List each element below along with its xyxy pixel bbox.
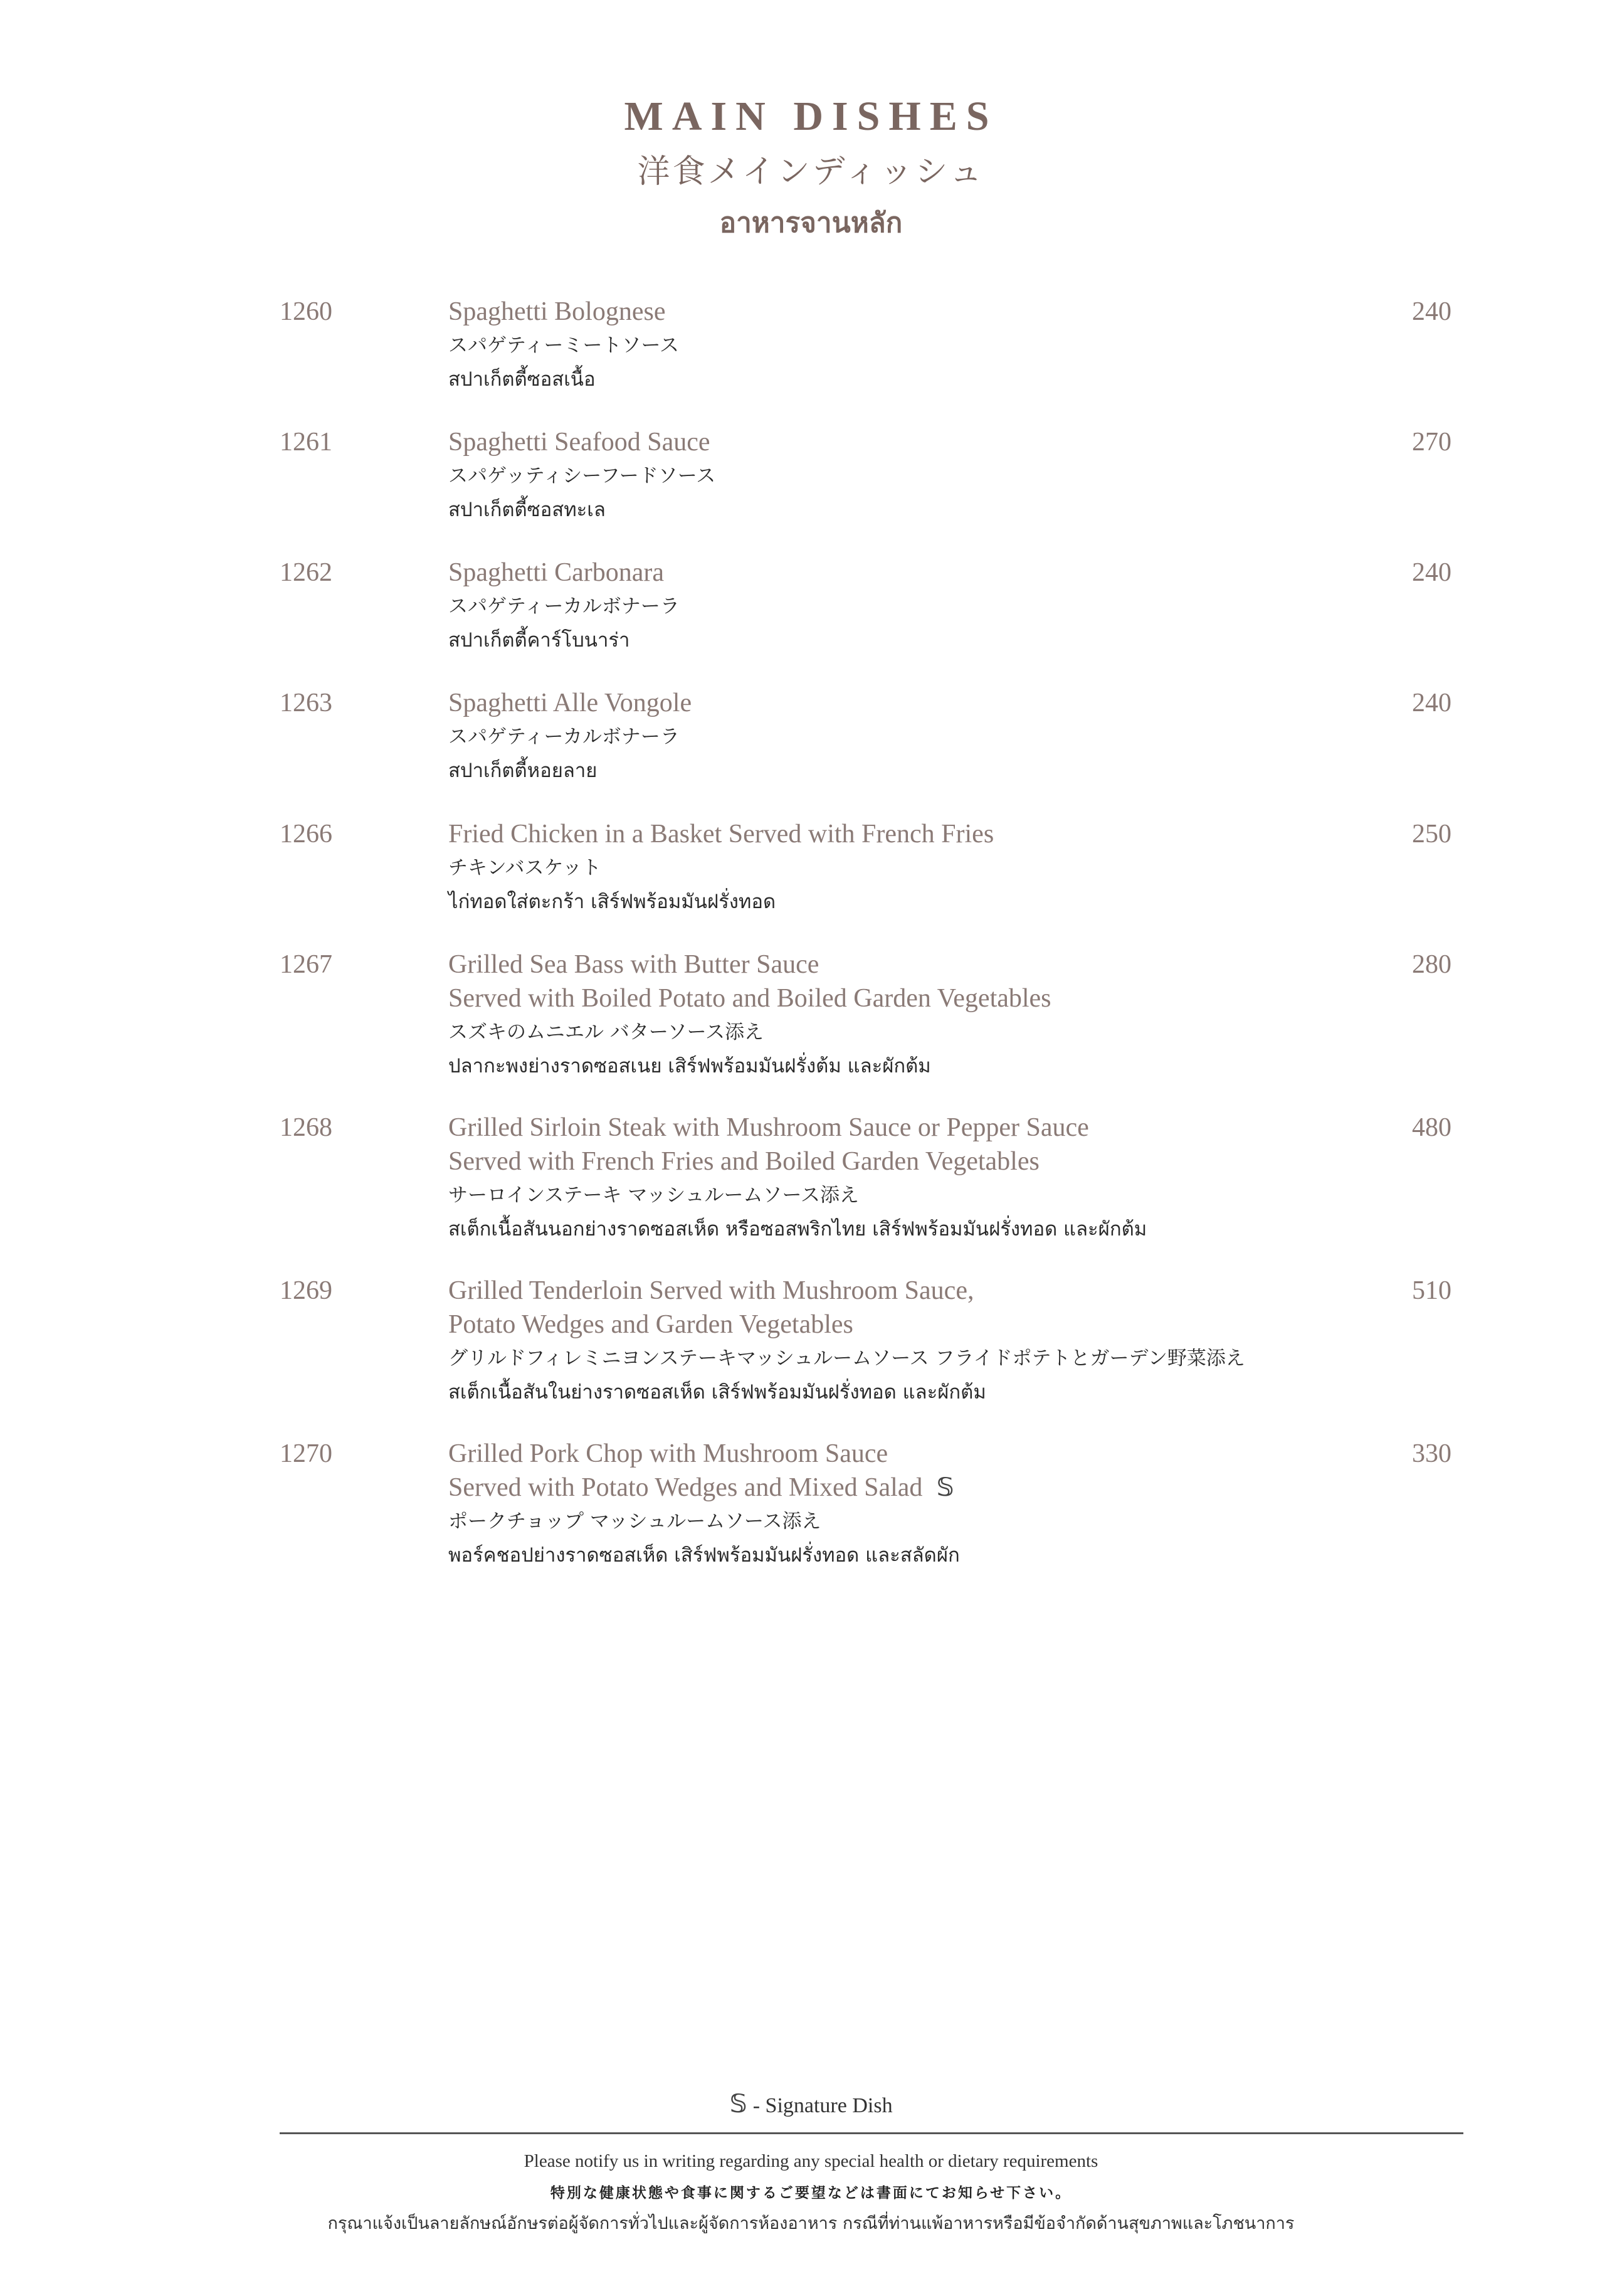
item-name-japanese: スパゲティーミートソース bbox=[448, 334, 679, 357]
item-name-thai: ปลากะพงย่างราดซอสเนย เสิร์ฟพร้อมมันฝรั่งต้ม และผักต้ม bbox=[448, 1055, 931, 1077]
page-title-thai: อาหารจานหลัก bbox=[719, 206, 903, 239]
item-name-text: Spaghetti Carbonara bbox=[448, 558, 665, 587]
item-name-text: Potato Wedges and Garden Vegetables bbox=[448, 1310, 853, 1339]
item-code: 1261 bbox=[280, 428, 332, 457]
item-description bbox=[448, 556, 1389, 657]
item-name-thai: สปาเก็ตตี้ซอสเนื้อ bbox=[448, 368, 596, 391]
page-title-japanese: 洋食メインディッシュ bbox=[637, 152, 985, 191]
item-name-english bbox=[448, 1145, 1389, 1178]
item-name-text: Served with Boiled Potato and Boiled Garden Vegetables bbox=[448, 984, 1051, 1013]
item-name-english bbox=[448, 1274, 1389, 1308]
item-name-japanese: グリルドフィレミニヨンステーキマッシュルームソース フライドポテトとガーデン野菜添え bbox=[448, 1347, 1245, 1370]
item-name-thai: สเต็กเนื้อสันนอกย่างราดซอสเห็ด หรือซอสพริกไทย เสิร์ฟพร้อมมันฝรั่งทอด และผักต้ม bbox=[448, 1218, 1147, 1241]
item-name-english bbox=[448, 1471, 1389, 1505]
item-name-text: Grilled Sea Bass with Butter Sauce bbox=[448, 950, 819, 979]
item-name-thai: สเต็กเนื้อสันในย่างราดซอสเห็ด เสิร์ฟพร้อมมันฝรั่งทอด และผักต้ม bbox=[448, 1381, 986, 1404]
item-description bbox=[448, 425, 1389, 527]
item-description bbox=[448, 686, 1389, 788]
dietary-note-thai: กรุณาแจ้งเป็นลายลักษณ์อักษรต่อผู้จัดการทั่วไปและผู้จัดการห้องอาหาร กรณีที่ท่านแพ้อาหารหรือมีข้อจำกัดด้านสุขภาพและโภชนาการ bbox=[327, 2214, 1295, 2233]
item-name-text: Spaghetti Alle Vongole bbox=[448, 689, 692, 717]
item-code: 1269 bbox=[280, 1276, 332, 1305]
signature-icon: 𝕊 bbox=[936, 1473, 955, 1502]
item-price: 270 bbox=[1412, 428, 1451, 457]
item-code: 1260 bbox=[280, 297, 332, 326]
item-name-thai: ไก่ทอดใส่ตะกร้า เสิร์ฟพร้อมมันฝรั่งทอด bbox=[448, 891, 776, 913]
footer-divider bbox=[280, 2132, 1463, 2134]
item-description bbox=[448, 295, 1389, 396]
item-description bbox=[448, 817, 1389, 919]
item-description bbox=[448, 948, 1389, 1083]
item-name-english bbox=[448, 425, 1389, 459]
item-name-text: Spaghetti Bolognese bbox=[448, 297, 666, 326]
item-code: 1266 bbox=[280, 820, 332, 849]
item-price: 480 bbox=[1412, 1113, 1451, 1142]
item-description bbox=[448, 1437, 1389, 1572]
page-title: MAIN DISHES bbox=[624, 93, 998, 139]
item-price: 510 bbox=[1412, 1276, 1451, 1305]
menu-header bbox=[0, 94, 1622, 245]
item-name-text: Grilled Pork Chop with Mushroom Sauce bbox=[448, 1439, 888, 1468]
item-name-japanese: サーロインステーキ マッシュルームソース添え bbox=[448, 1184, 859, 1207]
item-name-english bbox=[448, 295, 1389, 329]
item-name-text: Fried Chicken in a Basket Served with French Fries bbox=[448, 820, 994, 849]
item-description bbox=[448, 1111, 1389, 1246]
item-code: 1263 bbox=[280, 689, 332, 717]
item-name-text: Grilled Sirloin Steak with Mushroom Sauce or Pepper Sauce bbox=[448, 1113, 1089, 1142]
item-name-thai: สปาเก็ตตี้คาร์โบนาร่า bbox=[448, 629, 630, 652]
item-description bbox=[448, 1274, 1389, 1409]
item-name-english bbox=[448, 1111, 1389, 1145]
item-name-japanese: スパゲッティシーフードソース bbox=[448, 465, 716, 487]
dietary-note-english: Please notify us in writing regarding any special health or dietary requirements bbox=[524, 2151, 1098, 2171]
item-name-thai: สปาเก็ตตี้หอยลาย bbox=[448, 759, 598, 782]
item-name-japanese: スパゲティーカルボナーラ bbox=[448, 595, 680, 618]
item-name-english bbox=[448, 948, 1389, 981]
signature-legend-text: - Signature Dish bbox=[752, 2094, 893, 2117]
dietary-note-japanese: 特別な健康状態や食事に関するご要望などは書面にてお知らせ下さい。 bbox=[550, 2185, 1072, 2201]
item-price: 250 bbox=[1412, 820, 1451, 849]
item-name-english bbox=[448, 981, 1389, 1015]
item-code: 1262 bbox=[280, 558, 332, 587]
item-name-text: Grilled Tenderloin Served with Mushroom Sauce, bbox=[448, 1276, 974, 1305]
item-code: 1268 bbox=[280, 1113, 332, 1142]
item-name-thai: สปาเก็ตตี้ซอสทะเล bbox=[448, 499, 606, 521]
item-price: 280 bbox=[1412, 950, 1451, 979]
item-price: 330 bbox=[1412, 1439, 1451, 1468]
signature-legend bbox=[0, 2090, 1622, 2119]
item-name-english bbox=[448, 1437, 1389, 1471]
item-name-english bbox=[448, 556, 1389, 590]
item-name-thai: พอร์คชอปย่างราดซอสเห็ด เสิร์ฟพร้อมมันฝรั่งทอด และสลัดผัก bbox=[448, 1544, 960, 1567]
item-name-japanese: ポークチョップ マッシュルームソース添え bbox=[448, 1510, 821, 1533]
item-name-japanese: チキンバスケット bbox=[448, 857, 601, 879]
item-name-english bbox=[448, 686, 1389, 720]
item-name-japanese: スパゲティーカルボナーラ bbox=[448, 726, 680, 748]
item-code: 1270 bbox=[280, 1439, 332, 1468]
item-price: 240 bbox=[1412, 297, 1451, 326]
item-name-english bbox=[448, 817, 1389, 851]
item-name-text: Spaghetti Seafood Sauce bbox=[448, 428, 710, 457]
item-code: 1267 bbox=[280, 950, 332, 979]
item-price: 240 bbox=[1412, 558, 1451, 587]
item-price: 240 bbox=[1412, 689, 1451, 717]
signature-icon: 𝕊 bbox=[729, 2090, 748, 2119]
item-name-english bbox=[448, 1308, 1389, 1341]
item-name-japanese: スズキのムニエル バターソース添え bbox=[448, 1021, 764, 1044]
item-name-text: Served with French Fries and Boiled Garden Vegetables bbox=[448, 1147, 1040, 1176]
item-name-text: Served with Potato Wedges and Mixed Salad bbox=[448, 1473, 923, 1502]
